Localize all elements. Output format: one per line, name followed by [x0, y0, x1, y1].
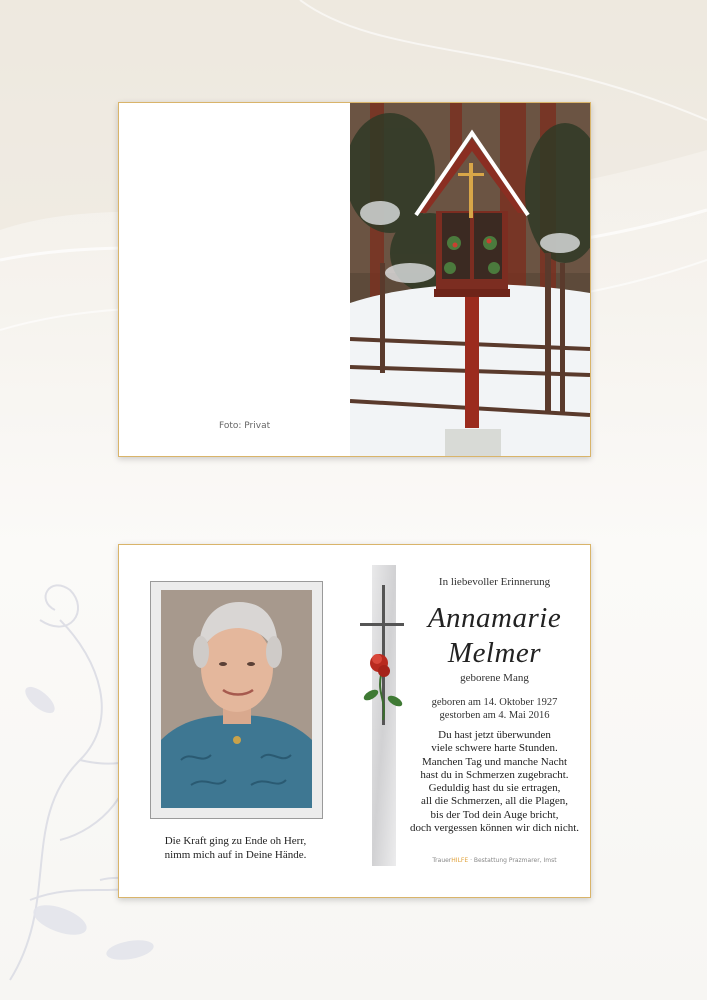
poem-right	[399, 729, 590, 835]
poem-line: Manchen Tag und manche Nacht	[421, 755, 568, 768]
card-inside	[118, 544, 591, 898]
birth-date: geboren am 14. Oktober 1927	[431, 697, 558, 708]
poem-line: hast du in Schmerzen zugebracht.	[420, 768, 569, 781]
card-front	[118, 102, 591, 457]
photo-credit: Foto: Privat	[219, 421, 271, 431]
life-dates	[399, 696, 590, 722]
footer-brand-b: HILFE	[451, 857, 469, 864]
in-memory-heading: In liebevoller Erinnerung	[438, 576, 551, 588]
footer-brand-a: Trauer	[432, 857, 452, 864]
footer-rest: · Bestattung Prazmarer, Imst	[468, 857, 557, 864]
poem-line: Geduldig hast du sie ertragen,	[428, 782, 561, 795]
poem-line: all die Schmerzen, all die Plagen,	[421, 795, 568, 808]
wayside-shrine-photo	[350, 103, 590, 456]
poem-line: bis der Tod dein Auge bricht,	[430, 808, 559, 821]
poem-left-line: Die Kraft ging zu Ende oh Herr,	[164, 835, 307, 847]
poem-line: viele schwere harte Stunden.	[431, 742, 558, 755]
first-name: Annamarie	[427, 602, 562, 634]
poem-line: Du hast jetzt überwunden	[438, 729, 551, 741]
portrait-frame	[150, 581, 323, 819]
publisher-footer	[399, 857, 590, 864]
birth-name: geborene Mang	[460, 672, 529, 684]
last-name: Melmer	[447, 637, 542, 669]
death-date: gestorben am 4. Mai 2016	[439, 710, 550, 721]
poem-line: doch vergessen können wir dich nicht.	[409, 822, 580, 835]
poem-left-line: nimm mich auf in Deine Hände.	[164, 849, 307, 861]
poem-left	[139, 834, 332, 862]
portrait-photo	[161, 590, 312, 808]
